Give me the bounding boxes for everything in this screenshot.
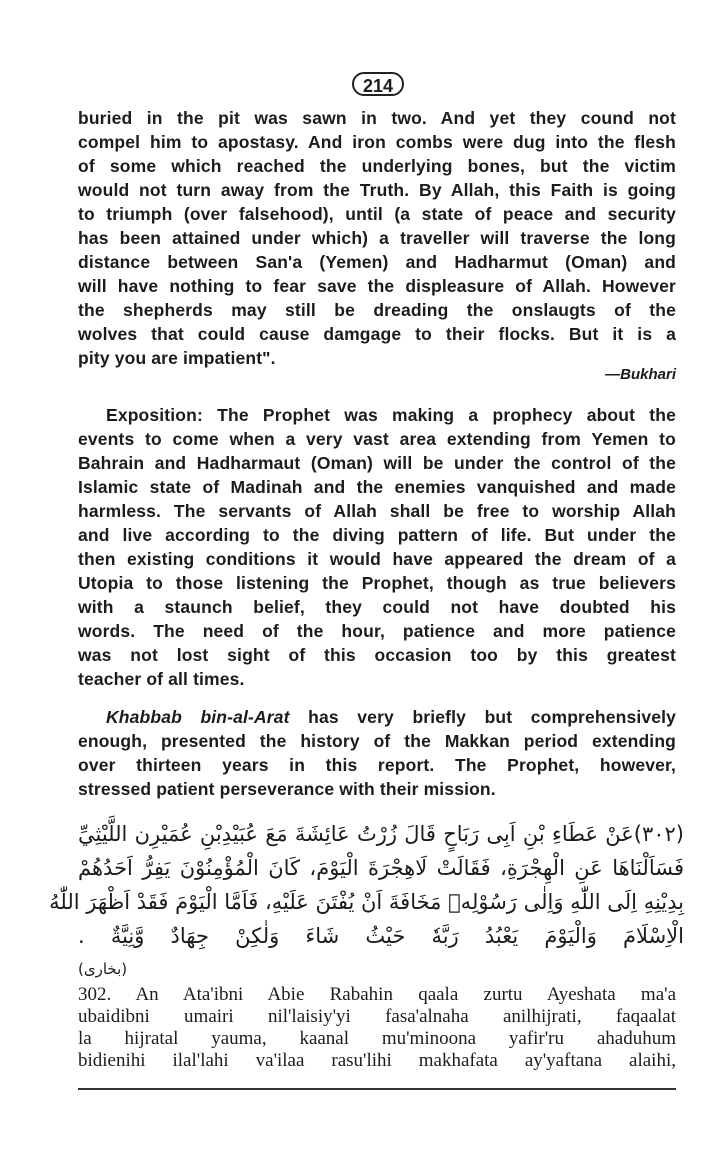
arabic-line: (٣٠٢)عَنْ عَطَاءِ بْنِ اَبِى رَبَاحٍ قَالَ زُرْتُ عَائِشَةَ مَعَ عُبَيْدِبْنِ عُمَيْرِن اللَّيْثِيِّ [78, 822, 684, 846]
paragraph-line: and live according to the diving pattern of life. But under the [78, 525, 676, 545]
paragraph-line: words. The need of the hour, patience and more patience [78, 621, 676, 641]
paragraph-line: compel him to apostasy. And iron combs were dug into the flesh [78, 132, 676, 152]
paragraph-line [78, 705, 676, 729]
paragraph-line: wolves that could cause damgage to their flocks. But it is a [78, 324, 676, 344]
paragraph-line: pity you are impatient". [78, 348, 276, 368]
paragraph-line: Islamic state of Madinah and the enemies vanquished and made [78, 477, 676, 497]
page-number: 214 [352, 72, 404, 96]
exposition-paragraph [78, 403, 676, 691]
paragraph-line: of some which reached the underlying bones, but the victim [78, 156, 676, 176]
transliteration-paragraph [78, 984, 676, 1072]
arabic-hadith-text [49, 817, 684, 953]
paragraph-line: distance between San'a (Yemen) and Hadharmut (Oman) and [78, 252, 676, 272]
exposition-label: Exposition: [106, 405, 203, 425]
exposition-first-line: The Prophet was making a prophecy about the [217, 405, 676, 425]
arabic-line: فَسَاَلْنَاهَا عَنِ الْهِجْرَةِ، فَقَالَتْ لَاهِجْرَةَ الْيَوْمَ، كَانَ الْمُؤْمِنُوْنَ يَفِرُّ اَحَدُهُمْ [78, 856, 684, 880]
transliteration-line: ubaidibni umairi nil'laisiy'yi fasa'alnaha anilhijrati, faqaalat [78, 1006, 676, 1027]
paragraph-line: with a staunch belief, they could not have doubted his [78, 597, 676, 617]
paragraph-line: Utopia to those listening the Prophet, though as true believers [78, 573, 676, 593]
arabic-source-tag: (بخاری) [78, 960, 128, 978]
transliteration-line: la hijratal yauma, kaanal mu'minoona yafir'ru ahaduhum [78, 1028, 676, 1049]
arabic-line: الْاِسْلَامَ وَالْيَوْمَ يَعْبُدُ رَبَّهٗ حَيْثُ شَاءَ وَلٰكِنْ جِهَادٌ وَّنِيَّةٌ . [78, 924, 684, 948]
paragraph-line: buried in the pit was sawn in two. And yet they cound not [78, 108, 676, 128]
paragraph-line: was not lost sight of this occasion too by this greatest [78, 645, 676, 665]
paragraph-line: teacher of all times. [78, 669, 245, 689]
paragraph-line: the shepherds may still be dreading the onslaugts of the [78, 300, 676, 320]
hadith-attribution: —Bukhari [605, 366, 676, 383]
paragraph-line: has been attained under which) a traveller will traverse the long [78, 228, 676, 248]
transliteration-line: 302. An Ata'ibni Abie Rabahin qaala zurtu Ayeshata ma'a [78, 984, 676, 1005]
paragraph-line: harmless. The servants of Allah shall be free to worship Allah [78, 501, 676, 521]
khabbab-first-line: has very briefly but comprehensively [289, 707, 676, 727]
paragraph-line: enough, presented the history of the Makkan period extending [78, 731, 676, 751]
paragraph-line: over thirteen years in this report. The Prophet, however, [78, 755, 676, 775]
paragraph-line: events to come when a very vast area extending from Yemen to [78, 429, 676, 449]
bottom-rule [78, 1088, 676, 1090]
khabbab-paragraph [78, 705, 676, 801]
khabbab-name: Khabbab bin-al-Arat [106, 707, 290, 727]
paragraph-line: would not turn away from the Truth. By Allah, this Faith is going [78, 180, 676, 200]
paragraph-line [78, 403, 676, 427]
paragraph-line: will have nothing to fear save the displeasure of Allah. However [78, 276, 676, 296]
paragraph-line: stressed patient perseverance with their mission. [78, 779, 496, 799]
arabic-line: بِدِيْنِهِ اِلَى اللّٰهِ وَاِلٰى رَسُوْلِهٖ مَخَافَةَ اَنْ يُفْتَنَ عَلَيْهِ، فَاَمَّا الْيَوْمَ فَقَدْ اَظْهَرَ اللّٰهُ [49, 890, 684, 914]
paragraph-line: Bahrain and Hadharmaut (Oman) will be under the control of the [78, 453, 676, 473]
paragraph-line: to triumph (over falsehood), until (a state of peace and security [78, 204, 676, 224]
paragraph-line: then existing conditions it would have appeared the dream of a [78, 549, 676, 569]
transliteration-line: bidienihi ilal'lahi va'ilaa rasu'lihi makhafata ay'yaftana alaihi, [78, 1050, 676, 1071]
hadith-continuation-paragraph [78, 106, 676, 370]
